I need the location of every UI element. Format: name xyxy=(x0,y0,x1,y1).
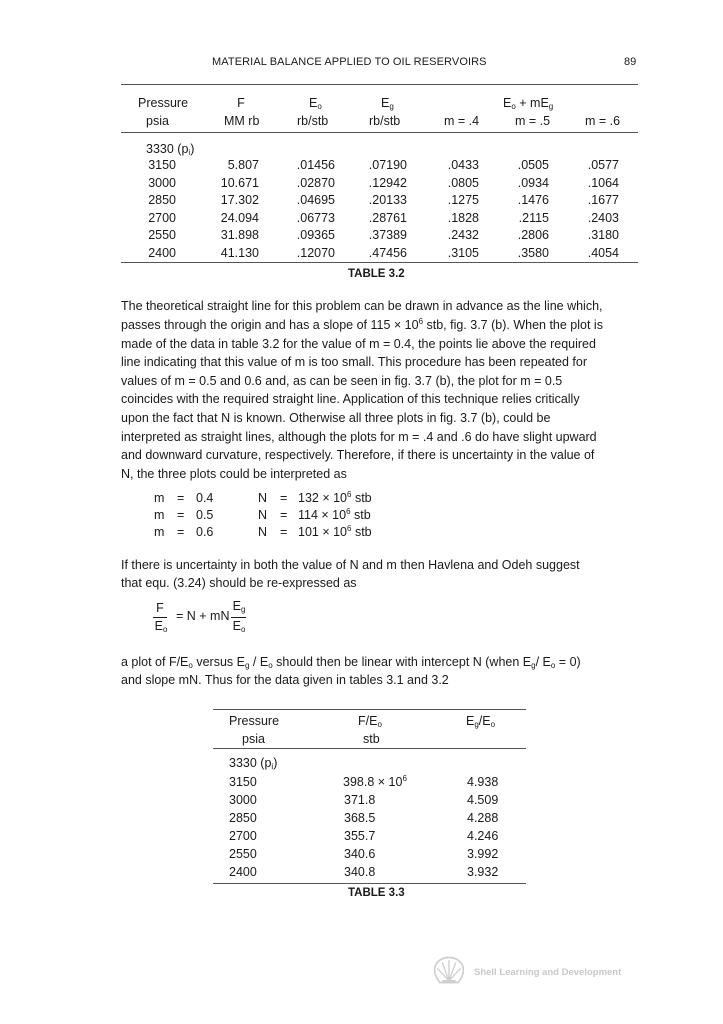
header-f-eo-unit: stb xyxy=(363,732,380,746)
table-cell: .04695 xyxy=(296,193,335,208)
header-eg: $E_g$ xyxy=(381,96,394,111)
table-bottom-rule xyxy=(213,883,526,884)
table-cell-pressure: 2400 xyxy=(148,246,176,260)
table-cell-pressure: 2550 xyxy=(229,847,257,861)
table-cell: .37389 xyxy=(368,228,407,243)
table-cell: .1064 xyxy=(587,175,619,190)
header-eg-eo: $E_g/E_o$ xyxy=(466,714,496,729)
paragraph-line: If there is uncertainty in both the value of N and m then Havlena and Odeh suggest xyxy=(121,558,580,572)
header-eo: $E_o$ xyxy=(309,96,322,111)
table-cell-pressure: 3000 xyxy=(229,793,257,807)
estimate-m-value: 0.6 xyxy=(196,525,214,539)
table-cell-eg-eo: 4.288 xyxy=(467,811,499,825)
estimate-eq: = xyxy=(177,491,185,505)
estimate-n-label: N xyxy=(258,508,268,522)
table-cell: .0433 xyxy=(447,158,479,172)
table-cell-f-eo: 340.8 xyxy=(344,865,376,879)
table-cell: .1275 xyxy=(447,193,479,208)
table-cell: .01456 xyxy=(296,158,335,172)
estimate-eq: = xyxy=(177,508,185,522)
table-cell: .0505 xyxy=(517,158,549,172)
table-cell-f-eo: 368.5 xyxy=(344,811,376,825)
table-cell: .2806 xyxy=(517,228,549,243)
table-cell: 10.671 xyxy=(220,175,259,190)
table-cell: .1677 xyxy=(587,193,619,208)
estimate-eq: = xyxy=(177,525,185,539)
table-cell: .0577 xyxy=(587,158,619,172)
table-cell-pressure: 3150 xyxy=(148,158,176,172)
table-cell: 17.302 xyxy=(220,193,259,208)
estimate-n-eq: = xyxy=(280,491,288,505)
estimate-row: m xyxy=(154,508,165,522)
table-cell-pressure: 2700 xyxy=(148,210,176,225)
table-3-3-caption: TABLE 3.3 xyxy=(348,887,405,899)
table-cell-f-eo: $398.8 \times 10^6$ xyxy=(343,774,407,789)
table-header-rule xyxy=(213,748,526,749)
table-cell: .1828 xyxy=(447,210,479,225)
estimate-m-value: 0.5 xyxy=(196,508,214,522)
table-cell-pressure: 3150 xyxy=(229,775,257,789)
header-eo-meg: $E_o + mE_g$ xyxy=(503,96,554,111)
table-cell-eg-eo: 4.509 xyxy=(467,793,499,807)
rhs-numerator: $E_g$ xyxy=(232,599,246,614)
table-cell-pressure: 2850 xyxy=(229,811,257,825)
table-top-rule xyxy=(213,709,526,710)
table-cell-pressure: 2850 xyxy=(148,193,176,208)
paragraph-line: a plot of $F/E_o$ versus $E_g / E_o$ should then be linear with intercept N (when $E_g/$ $E_o = 0$) xyxy=(121,655,581,670)
header-eg-unit: rb/stb xyxy=(369,114,401,128)
table-cell: .2432 xyxy=(447,228,479,243)
paragraph-line: values of m = 0.5 and 0.6 and, as can be seen in fig. 3.7 (b), the plot for m = 0.5 xyxy=(121,374,563,388)
paragraph-line: line indicating that this value of m is too small. This procedure has been repeated for xyxy=(121,355,588,369)
table-cell-eg-eo: 3.932 xyxy=(467,865,499,879)
table-cell: 41.130 xyxy=(220,246,259,260)
header-m5: m = .5 xyxy=(515,114,551,128)
table-cell-f-eo: 340.6 xyxy=(344,847,376,861)
initial-pressure-row: 3330 $(p_i)$ xyxy=(229,756,278,771)
table-bottom-rule xyxy=(121,262,638,263)
table-cell-pressure: 2400 xyxy=(229,865,257,879)
paragraph-line: coincides with the required straight line. Application of this technique relies critically xyxy=(121,392,580,406)
table-cell: 24.094 xyxy=(220,210,259,225)
footer-brand-text: Shell Learning and Development xyxy=(474,967,622,978)
table-cell: .12070 xyxy=(296,246,335,260)
initial-pressure-row: 3330 $(p_i)$ xyxy=(146,142,195,157)
estimate-n-label: N xyxy=(258,491,268,505)
table-cell: .3180 xyxy=(587,228,619,243)
lhs-fraction-bar xyxy=(153,617,167,618)
header-pressure: Pressure xyxy=(229,714,280,728)
table-cell: .20133 xyxy=(368,193,407,208)
estimate-n-value: $132 \times 10^6$ stb xyxy=(298,490,372,505)
header-f: F xyxy=(237,96,245,110)
header-pressure: Pressure xyxy=(138,96,189,110)
header-m4: m = .4 xyxy=(444,114,480,128)
running-title: MATERIAL BALANCE APPLIED TO OIL RESERVOIRS xyxy=(212,56,487,68)
table-cell-pressure: 3000 xyxy=(148,175,176,190)
estimate-m-value: 0.4 xyxy=(196,491,214,505)
paragraph-line: and downward curvature, respectively. Therefore, if there is uncertainty in the value of xyxy=(121,448,595,462)
table-top-rule xyxy=(121,84,638,85)
table-cell: .09365 xyxy=(296,228,335,243)
table-cell: .3580 xyxy=(517,246,549,260)
estimate-n-eq: = xyxy=(280,508,288,522)
lhs-denominator: $E_o$ xyxy=(154,619,168,634)
estimate-n-value: $114 \times 10^6$ stb xyxy=(298,507,371,522)
estimate-row: m xyxy=(154,491,165,505)
table-cell-eg-eo: 4.938 xyxy=(467,775,499,789)
table-cell-eg-eo: 3.992 xyxy=(467,847,499,861)
table-cell: 31.898 xyxy=(220,228,259,243)
table-cell-eg-eo: 4.246 xyxy=(467,829,499,843)
header-f-eo: $F/E_o$ xyxy=(358,714,382,729)
paragraph-line: N, the three plots could be interpreted as xyxy=(121,467,347,481)
table-cell: .1476 xyxy=(517,193,549,208)
header-m6: m = .6 xyxy=(585,114,621,128)
shell-logo-icon xyxy=(432,955,466,985)
table-cell: .0805 xyxy=(447,175,479,190)
rhs-fraction-bar xyxy=(231,617,246,618)
header-pressure-unit: psia xyxy=(146,114,169,128)
lhs-numerator: F xyxy=(156,601,164,615)
table-cell: .07190 xyxy=(368,158,407,172)
table-cell: .3105 xyxy=(447,246,479,260)
equation-middle: = N + mN xyxy=(176,609,230,623)
table-cell-f-eo: 355.7 xyxy=(344,829,376,843)
table-cell: .0934 xyxy=(517,175,549,190)
estimate-row: m xyxy=(154,525,165,539)
paragraph-line: and slope mN. Thus for the data given in tables 3.1 and 3.2 xyxy=(121,673,449,687)
header-f-unit: MM rb xyxy=(224,114,260,128)
table-cell: .02870 xyxy=(296,175,335,190)
table-cell: .47456 xyxy=(368,246,407,260)
table-cell: .2115 xyxy=(518,210,549,225)
header-eo-unit: rb/stb xyxy=(297,114,329,128)
page-number: 89 xyxy=(624,56,637,68)
table-cell-f-eo: 371.8 xyxy=(344,793,376,807)
paragraph-line: upon the fact that N is known. Otherwise all three plots in fig. 3.7 (b), could be xyxy=(121,411,551,425)
table-cell: .06773 xyxy=(296,210,335,225)
paragraph-line: The theoretical straight line for this problem can be drawn in advance as the line which, xyxy=(121,299,603,313)
paragraph-line: made of the data in table 3.2 for the value of m = 0.4, the points lie above the required xyxy=(121,337,596,351)
table-cell: .4054 xyxy=(587,246,619,260)
table-3-2-caption: TABLE 3.2 xyxy=(348,268,405,280)
table-cell: .12942 xyxy=(368,175,407,190)
estimate-n-label: N xyxy=(258,525,268,539)
paragraph-line: that equ. (3.24) should be re-expressed as xyxy=(121,576,357,590)
estimate-n-eq: = xyxy=(280,525,288,539)
table-cell: .28761 xyxy=(368,210,407,225)
paragraph-line: interpreted as straight lines, although the plots for m = .4 and .6 do have slight upward xyxy=(121,430,597,444)
table-cell: 5.807 xyxy=(227,158,259,172)
table-header-rule xyxy=(121,132,638,133)
table-cell: .2403 xyxy=(587,210,619,225)
table-cell-pressure: 2550 xyxy=(148,228,176,243)
table-cell-pressure: 2700 xyxy=(229,829,257,843)
rhs-denominator: $E_o$ xyxy=(232,619,246,634)
paragraph-line: passes through the origin and has a slope of $115 \times 10^6$ stb, fig. 3.7 (b). When the plot is xyxy=(121,317,603,332)
header-pressure-unit: psia xyxy=(242,732,265,746)
estimate-n-value: $101 \times 10^6$ stb xyxy=(298,524,372,539)
